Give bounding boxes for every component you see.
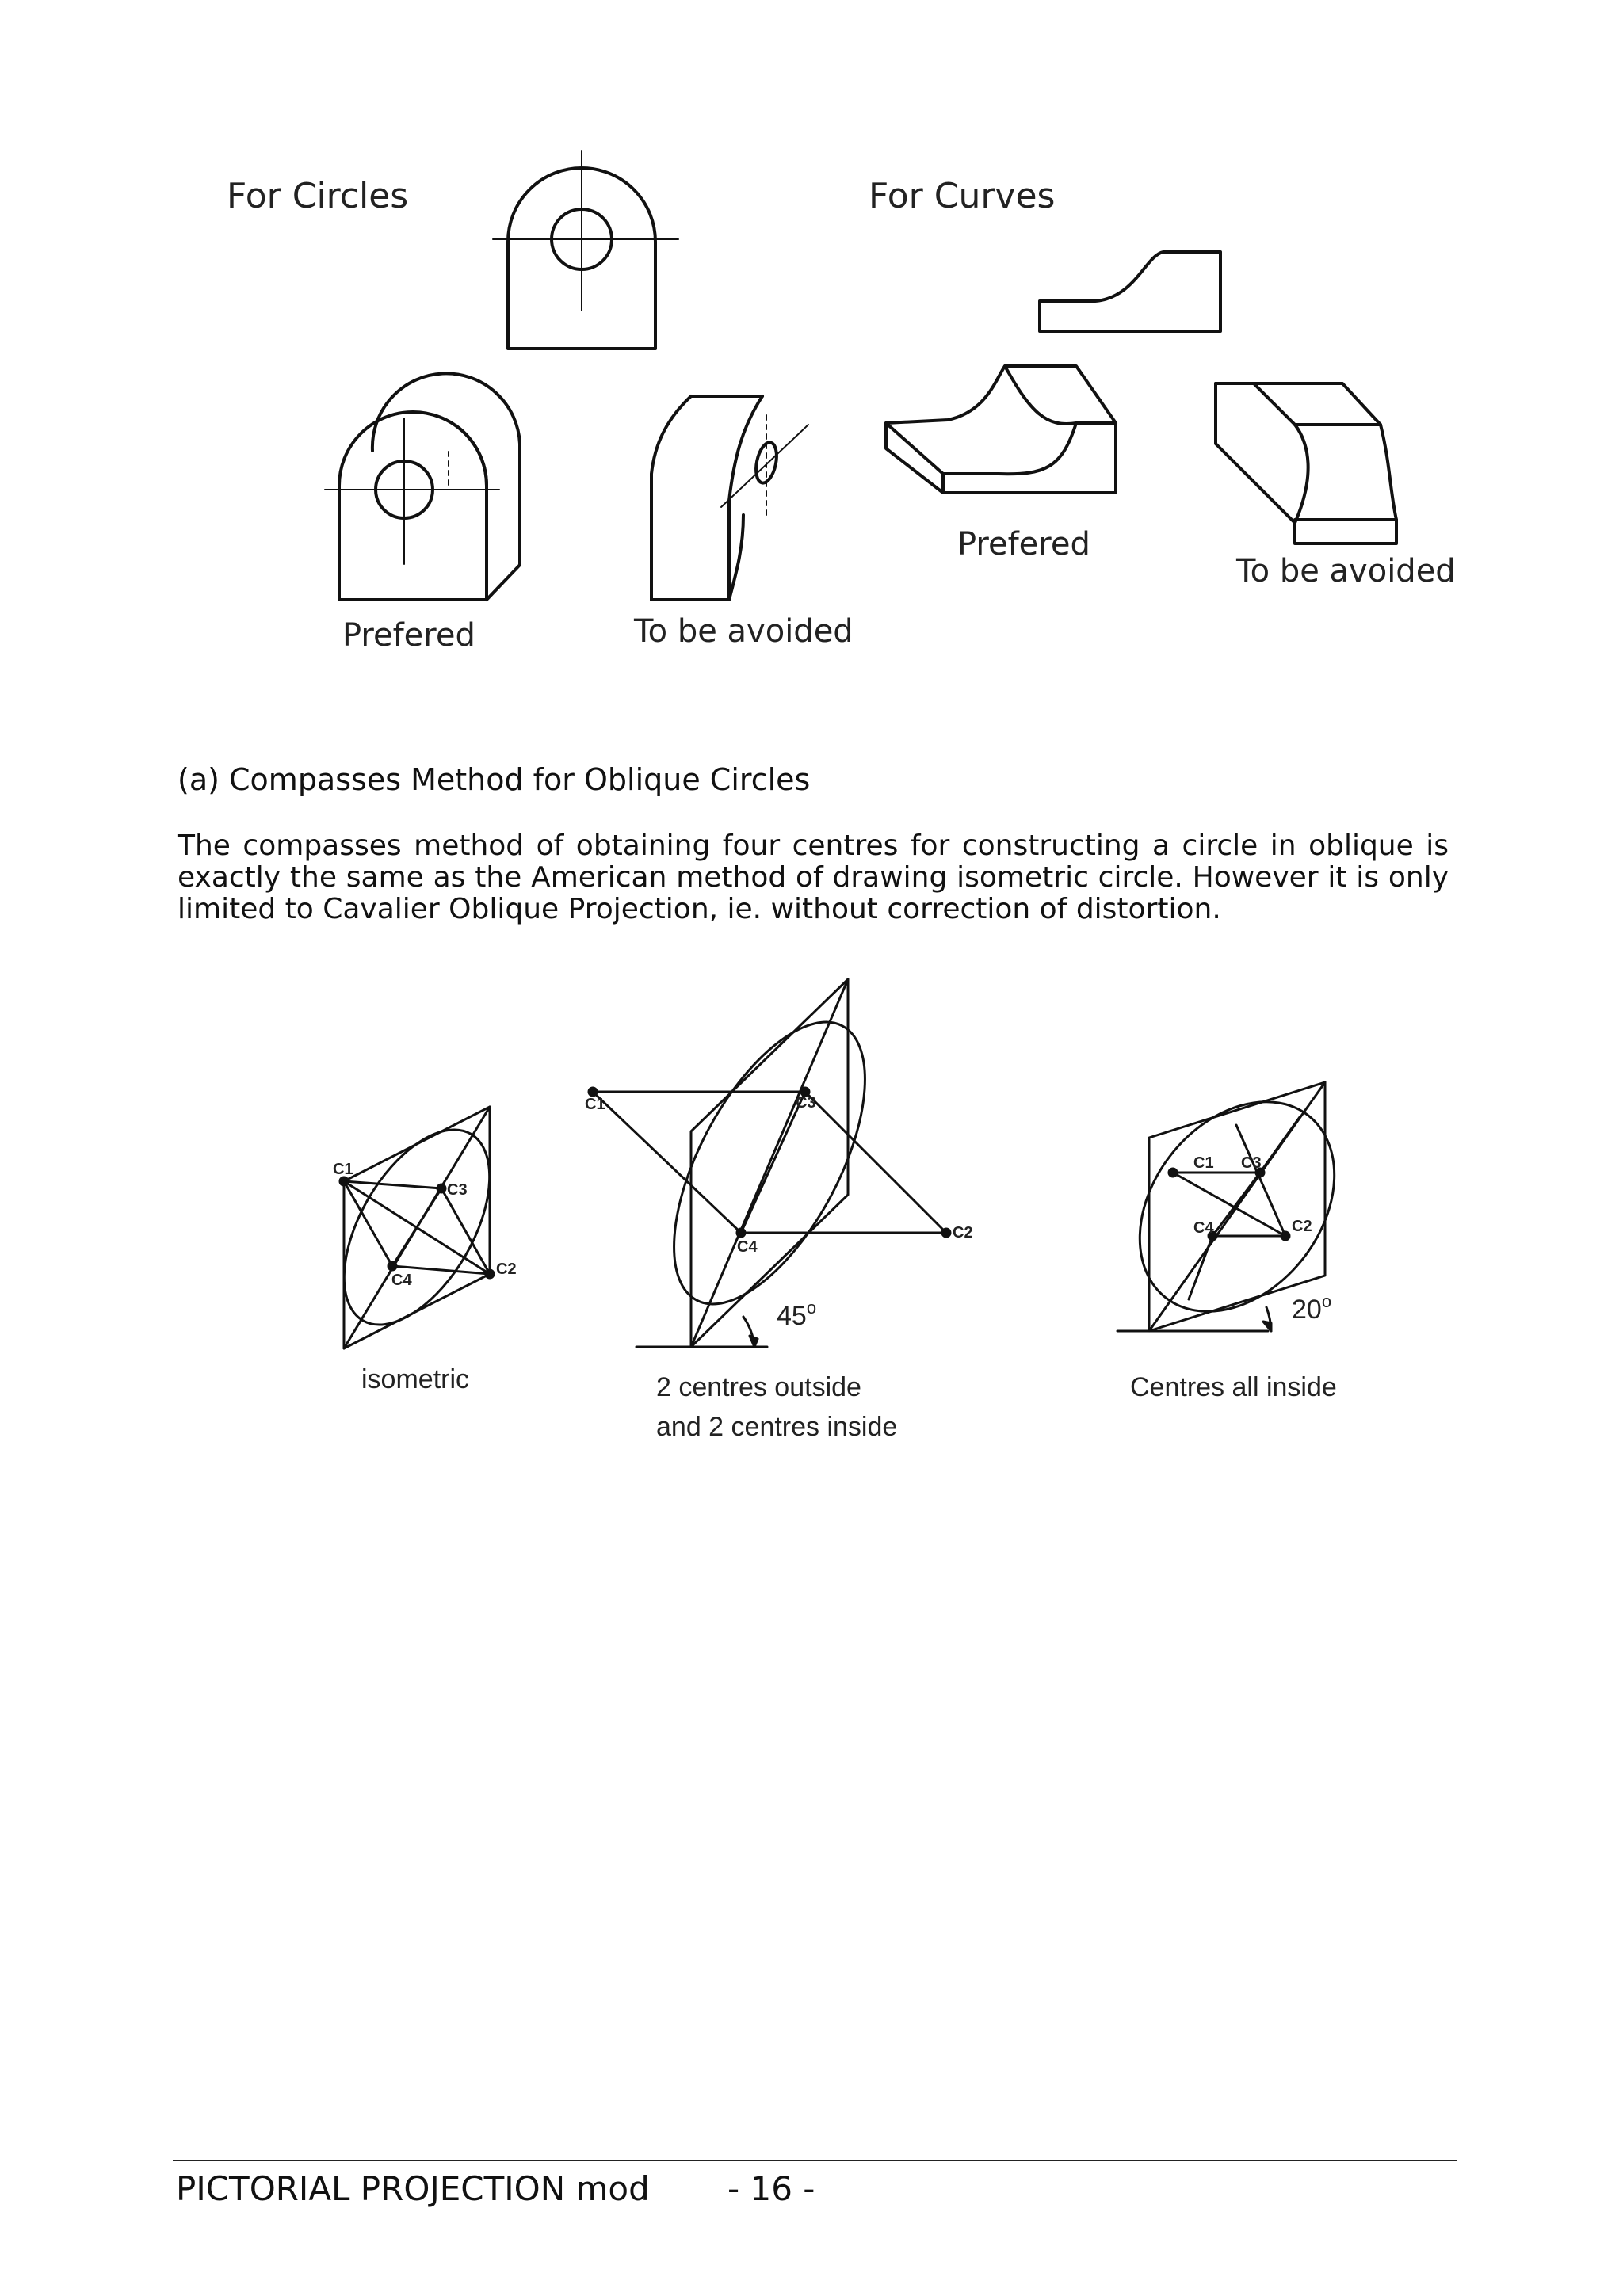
inside-centres-construction: [1100, 1064, 1375, 1350]
iso-c1-label: C1: [333, 1161, 353, 1178]
footer-title: PICTORIAL PROJECTION mod: [176, 2169, 650, 2208]
outside-c3-label: C3: [796, 1094, 816, 1112]
outside-centres-construction: [589, 979, 950, 1347]
for-curves-heading: For Curves: [869, 176, 1056, 216]
curves-avoided-caption: To be avoided: [1236, 553, 1456, 589]
outside-c1-label: C1: [585, 1096, 605, 1113]
inside-angle-label: 20$^o$: [1292, 1291, 1332, 1325]
circles-preferred-caption: Prefered: [342, 617, 475, 654]
outside-c2-label: C2: [953, 1224, 973, 1241]
footer-divider: [173, 2160, 1457, 2161]
inside-c2-label: C2: [1292, 1218, 1312, 1235]
circle-preferred-oblique: [325, 373, 520, 600]
inside-c4-label: C4: [1193, 1219, 1214, 1237]
isometric-caption: isometric: [361, 1364, 470, 1394]
for-circles-heading: For Circles: [227, 176, 409, 216]
outside-caption-line2: and 2 centres inside: [656, 1412, 898, 1442]
inside-caption: Centres all inside: [1130, 1372, 1337, 1402]
curve-orthographic-view: [1040, 252, 1220, 331]
circle-avoided-oblique: [651, 396, 808, 600]
curve-preferred-oblique: [886, 366, 1116, 493]
section-paragraph: The compasses method of obtaining four centres for constructing a circle in oblique is exactly the same as the American method of drawing isometric circle. However it is only limited to Cavalier Oblique Projection, ie. without correction of distortion.: [178, 830, 1449, 925]
section-heading: (a) Compasses Method for Oblique Circles: [178, 762, 811, 797]
curve-avoided-oblique: [1216, 383, 1396, 543]
curves-preferred-caption: Prefered: [957, 526, 1090, 563]
iso-c2-label: C2: [496, 1261, 517, 1278]
iso-c4-label: C4: [391, 1272, 412, 1289]
iso-c3-label: C3: [447, 1181, 468, 1199]
isometric-construction: [315, 1106, 520, 1349]
outside-angle-label: 45$^o$: [777, 1298, 817, 1331]
outside-c4-label: C4: [737, 1238, 758, 1256]
page-number: - 16 -: [727, 2169, 815, 2208]
inside-c3-label: C3: [1241, 1154, 1262, 1172]
inside-c1-label: C1: [1193, 1154, 1214, 1172]
outside-caption-line1: 2 centres outside: [656, 1372, 861, 1402]
circles-avoided-caption: To be avoided: [634, 613, 854, 650]
circle-orthographic-view: [493, 151, 678, 349]
